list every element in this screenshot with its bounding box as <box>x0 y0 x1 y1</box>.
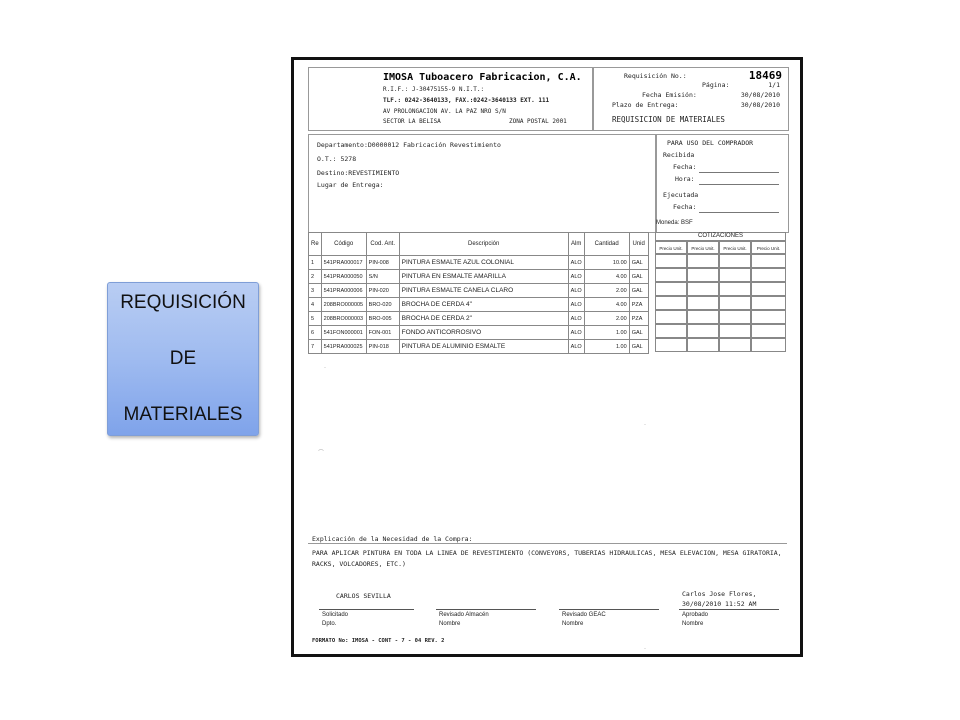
cell-re: 2 <box>309 270 322 284</box>
emission-label: Fecha Emisión: <box>642 91 697 99</box>
aprobado-label: Aprobado <box>682 612 709 618</box>
cotizacion-cell <box>719 310 751 324</box>
fecha-executed-line <box>699 212 779 213</box>
cell-codigo: 541PRA000006 <box>321 284 366 298</box>
cotizacion-cell <box>655 268 687 282</box>
cell-cantidad: 4.00 <box>584 270 629 284</box>
company-address: AV PROLONGACION AV. LA PAZ NRO S/N <box>383 108 506 115</box>
sig-line-geac <box>559 609 659 610</box>
cotizacion-cell <box>751 254 786 268</box>
cotizacion-cell <box>719 268 751 282</box>
cell-cod-ant: PIN-018 <box>366 340 399 354</box>
col-codigo: Código <box>321 233 366 256</box>
scan-speck: ⌒ <box>318 451 325 457</box>
cotizacion-cell <box>751 310 786 324</box>
cell-alm: ALO <box>568 256 584 270</box>
currency: Moneda: BSF <box>656 220 693 226</box>
cell-cantidad: 10.00 <box>584 256 629 270</box>
cotizacion-cell <box>687 254 719 268</box>
cell-re: 7 <box>309 340 322 354</box>
cell-cod-ant: FON-001 <box>366 326 399 340</box>
scan-speck: · <box>644 422 646 428</box>
cotizacion-cell <box>655 310 687 324</box>
cell-cantidad: 4.00 <box>584 298 629 312</box>
destination: Destino:REVESTIMIENTO <box>317 169 400 177</box>
col-unid: Unid <box>629 233 648 256</box>
label-line-3: MATERIALES <box>123 404 243 425</box>
cell-descripcion: PINTURA ESMALTE CANELA CLARO <box>399 284 568 298</box>
cell-descripcion: PINTURA DE ALUMINIO ESMALTE <box>399 340 568 354</box>
table-row <box>309 270 649 284</box>
company-name: IMOSA Tuboacero Fabricacion, C.A. <box>383 72 582 83</box>
emission-date: 30/08/2010 <box>740 91 780 99</box>
cotizacion-cell <box>687 282 719 296</box>
cell-unid: GAL <box>629 326 648 340</box>
precio-unit-col-4: Precio Unit. <box>751 241 786 254</box>
nombre-geac-label: Nombre <box>562 621 584 627</box>
cell-cantidad: 2.00 <box>584 284 629 298</box>
table-row <box>309 284 649 298</box>
hora-line <box>699 184 779 185</box>
solicitado-label: Solicitado <box>322 612 349 618</box>
cell-cod-ant: BRO-020 <box>366 298 399 312</box>
requisition-info <box>593 67 789 131</box>
cell-codigo: 208BRO000003 <box>321 312 366 326</box>
cotizacion-cell <box>751 338 786 352</box>
cell-descripcion: PINTURA ESMALTE AZUL COLONIAL <box>399 256 568 270</box>
revisado-geac-label: Revisado GEAC <box>562 612 606 618</box>
col-descripcion: Descripción <box>399 233 568 256</box>
cell-re: 4 <box>309 298 322 312</box>
deadline-label: Plazo de Entrega: <box>612 101 679 109</box>
scan-speck: · <box>324 365 326 371</box>
cotizacion-cell <box>719 324 751 338</box>
cotizacion-cell <box>655 296 687 310</box>
fecha-received-line <box>699 172 779 173</box>
cell-codigo: 541PRA000017 <box>321 256 366 270</box>
col-re: Re <box>309 233 322 256</box>
fecha-executed-label: Fecha: <box>673 203 697 211</box>
nombre-almacen-label: Nombre <box>439 621 461 627</box>
cotizacion-cell <box>655 338 687 352</box>
col-alm: Alm <box>568 233 584 256</box>
req-number: 18469 <box>748 69 782 82</box>
cell-codigo: 208BRO000005 <box>321 298 366 312</box>
cell-cod-ant: PIN-008 <box>366 256 399 270</box>
table-row <box>309 340 649 354</box>
cotizacion-cell <box>687 310 719 324</box>
cotizacion-cell <box>751 268 786 282</box>
cell-alm: ALO <box>568 340 584 354</box>
cell-cantidad: 2.00 <box>584 312 629 326</box>
cell-re: 1 <box>309 256 322 270</box>
requester-name: CARLOS SEVILLA <box>336 592 391 600</box>
col-cantidad: Cantidad <box>584 233 629 256</box>
precio-unit-col-3: Precio Unit. <box>719 241 751 254</box>
cell-cantidad: 1.00 <box>584 326 629 340</box>
cotizacion-cell <box>751 282 786 296</box>
cotizacion-cell <box>719 338 751 352</box>
cell-re: 5 <box>309 312 322 326</box>
recibida-label: Recibida <box>663 151 695 159</box>
explanation-text: PARA APLICAR PINTURA EN TODA LA LINEA DE REVESTIMIENTO (CONVEYORS, TUBERIAS HIDRAULICAS, MESA ELEVACION, MESA GIRATORIA, RACKS, VOLCADORES, ETC.) <box>312 549 782 568</box>
delivery-place: Lugar de Entrega: <box>317 181 384 189</box>
work-order: O.T.: 5278 <box>317 155 357 163</box>
requisition-document-image <box>291 57 803 657</box>
cell-unid: PZA <box>629 298 648 312</box>
department: Departamento:D0000012 Fabricación Revestimiento <box>317 141 501 149</box>
cotizacion-cell <box>655 324 687 338</box>
table-row <box>309 312 649 326</box>
buyer-section <box>656 134 789 233</box>
cell-cod-ant: BRO-005 <box>366 312 399 326</box>
cell-alm: ALO <box>568 270 584 284</box>
cell-cod-ant: PIN-020 <box>366 284 399 298</box>
cell-codigo: 541PRA000050 <box>321 270 366 284</box>
table-row <box>309 256 649 270</box>
cell-alm: ALO <box>568 326 584 340</box>
sig-line-aprobado <box>679 609 779 610</box>
cell-unid: GAL <box>629 340 648 354</box>
revisado-almacen-label: Revisado Almacén <box>439 612 489 618</box>
cell-descripcion: PINTURA EN ESMALTE AMARILLA <box>399 270 568 284</box>
cell-re: 3 <box>309 284 322 298</box>
cell-unid: PZA <box>629 312 648 326</box>
cell-cod-ant: S/N <box>366 270 399 284</box>
cell-descripcion: BROCHA DE CERDA 2" <box>399 312 568 326</box>
company-rif: R.I.F.: J-30475155-9 N.I.T.: <box>383 86 485 93</box>
page-label: Página: <box>702 81 730 89</box>
company-zone: ZONA POSTAL 2001 <box>509 118 567 125</box>
company-phone: TLF.: 0242-3640133, FAX.:0242-3640133 EXT. 111 <box>383 97 550 104</box>
cotizacion-cell <box>655 282 687 296</box>
cell-cantidad: 1.00 <box>584 340 629 354</box>
cotizacion-cell <box>719 282 751 296</box>
scan-speck: · <box>644 646 646 652</box>
req-title: REQUISICION DE MATERIALES <box>612 115 725 124</box>
cotizacion-cell <box>751 296 786 310</box>
approver-name: Carlos Jose Flores, <box>682 590 757 598</box>
cell-unid: GAL <box>629 256 648 270</box>
ejecutada-label: Ejecutada <box>663 191 699 199</box>
department-section <box>308 134 656 233</box>
hora-label: Hora: <box>675 175 695 183</box>
cotizaciones-header: COTIZACIONES <box>655 232 786 241</box>
cotizacion-cell <box>719 254 751 268</box>
cell-re: 6 <box>309 326 322 340</box>
buyer-title: PARA USO DEL COMPRADOR <box>667 139 754 147</box>
label-line-2: DE <box>169 348 197 369</box>
precio-unit-col-1: Precio Unit. <box>655 241 687 254</box>
cell-alm: ALO <box>568 298 584 312</box>
cell-alm: ALO <box>568 312 584 326</box>
items-table <box>308 232 649 354</box>
cell-descripcion: BROCHA DE CERDA 4" <box>399 298 568 312</box>
precio-unit-col-2: Precio Unit. <box>687 241 719 254</box>
company-header <box>308 67 593 131</box>
dpto-label: Dpto. <box>322 621 337 627</box>
sig-line-solicitado <box>319 609 414 610</box>
requisicion-label-box <box>107 282 259 436</box>
col-cod-ant: Cod. Ant. <box>366 233 399 256</box>
cell-unid: GAL <box>629 270 648 284</box>
cell-descripcion: FONDO ANTICORROSIVO <box>399 326 568 340</box>
fecha-received-label: Fecha: <box>673 163 697 171</box>
cotizacion-cell <box>687 324 719 338</box>
table-row <box>309 298 649 312</box>
form-code: FORMATO No: IMOSA - CONT - 7 - 04 REV. 2 <box>312 638 445 644</box>
explanation-label: Explicación de la Necesidad de la Compra: <box>312 535 473 543</box>
cell-codigo: 541PRA000025 <box>321 340 366 354</box>
sig-line-almacen <box>436 609 536 610</box>
req-number-label: Requisición No.: <box>624 72 687 80</box>
cotizacion-cell <box>751 324 786 338</box>
nombre-aprobado-label: Nombre <box>682 621 704 627</box>
cotizacion-cell <box>687 268 719 282</box>
cell-unid: GAL <box>629 284 648 298</box>
deadline-date: 30/08/2010 <box>740 101 780 109</box>
table-row <box>309 326 649 340</box>
page-value: 1/1 <box>768 81 780 89</box>
cotizacion-cell <box>719 296 751 310</box>
cell-codigo: 541FON000001 <box>321 326 366 340</box>
cotizacion-cell <box>687 338 719 352</box>
cell-alm: ALO <box>568 284 584 298</box>
approval-date: 30/08/2010 11:52 AM <box>682 600 757 608</box>
cotizacion-cell <box>655 254 687 268</box>
company-sector: SECTOR LA BELISA <box>383 118 441 125</box>
cotizacion-cell <box>687 296 719 310</box>
label-line-1: REQUISICIÓN <box>120 292 246 313</box>
